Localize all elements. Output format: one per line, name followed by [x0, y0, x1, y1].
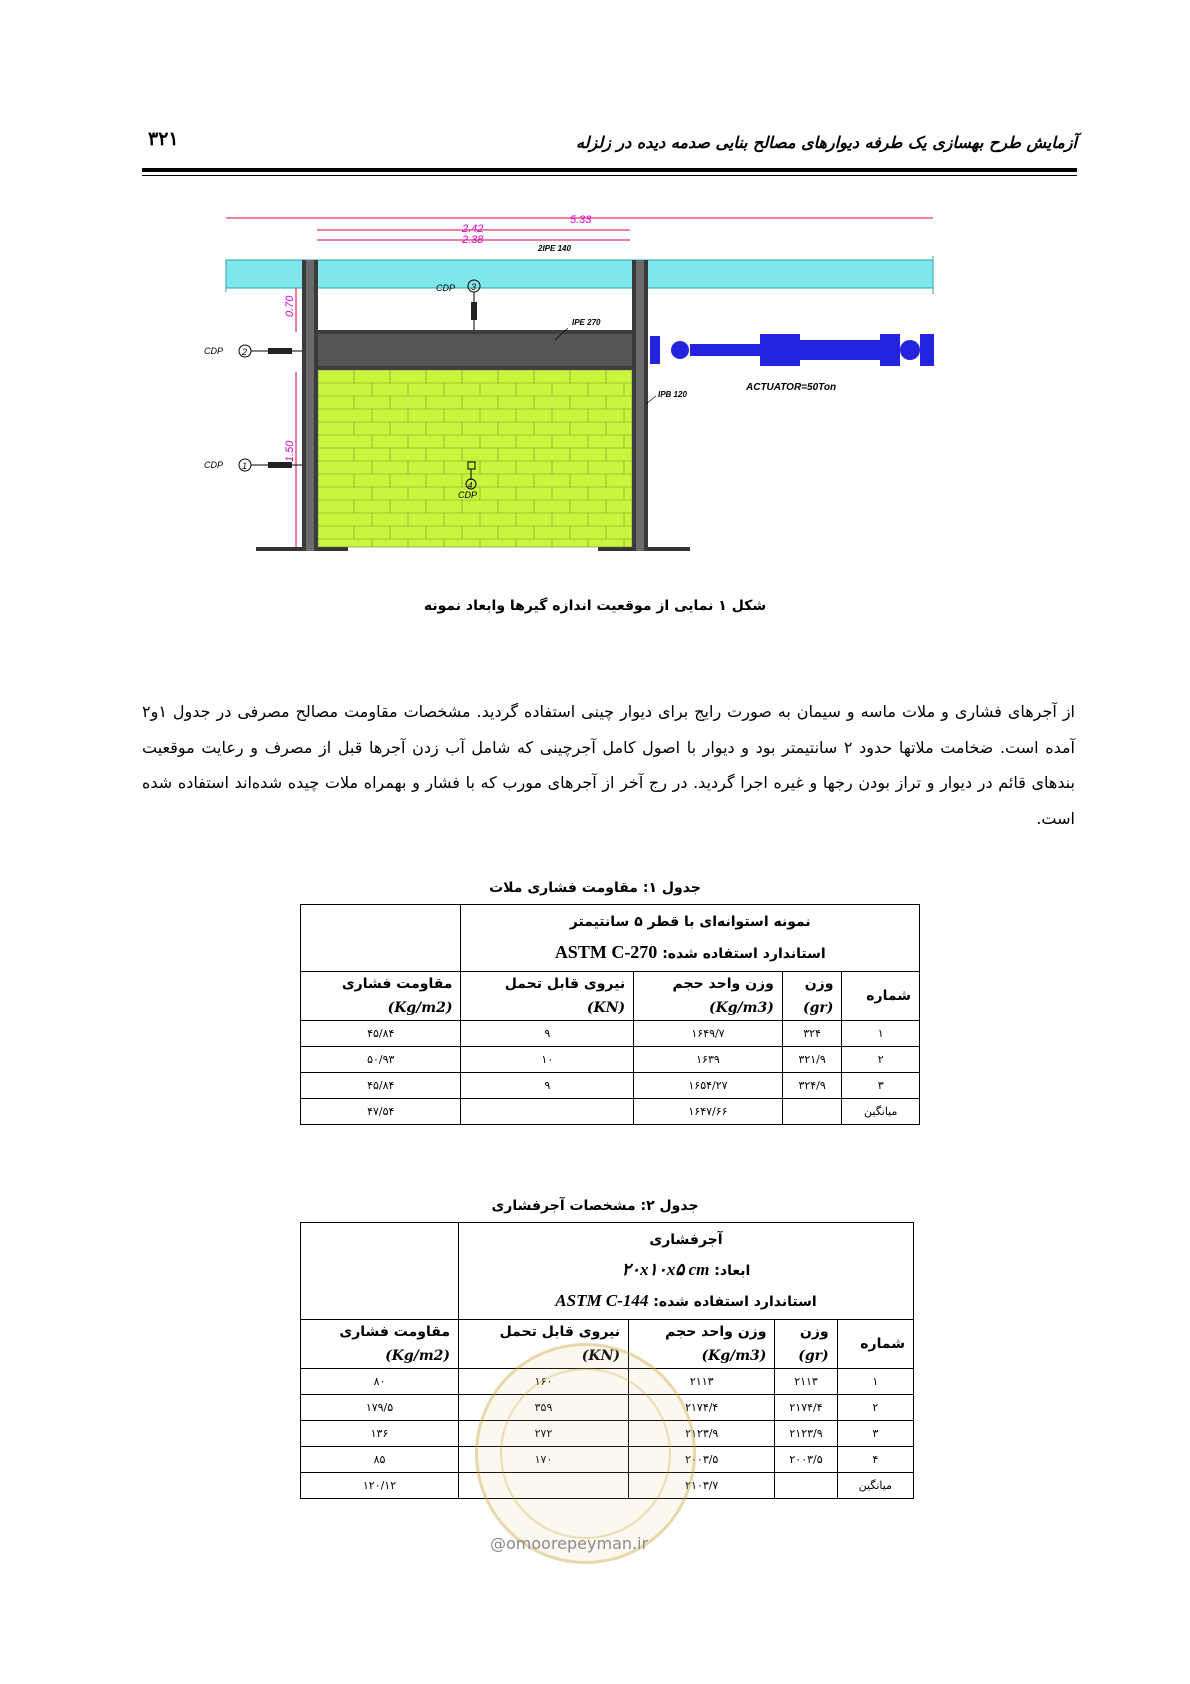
- table2-title-line1: آجرفشاری: [649, 1232, 723, 1248]
- table1-header-unit: (Kg/m2): [387, 1000, 453, 1016]
- table1-empty-cell: [301, 905, 461, 972]
- table2-header-4: [301, 1320, 459, 1369]
- table-cell: ۳۲۴: [782, 1021, 842, 1047]
- table-row: [301, 1369, 914, 1395]
- actuator-label: ACTUATOR=50Ton: [746, 382, 837, 393]
- table-cell: ۳۲۴/۹: [782, 1073, 842, 1099]
- table1-header-4: [301, 972, 461, 1021]
- table-cell: ۲۰۰۳/۵: [629, 1447, 775, 1473]
- gauge-3: [471, 302, 477, 320]
- gauge-2: [268, 348, 292, 354]
- table-cell: ۲۱۰۳/۷: [629, 1473, 775, 1499]
- table2-header-label: مقاومت فشاری: [339, 1324, 450, 1340]
- table-cell: ۳۵۹: [459, 1395, 629, 1421]
- table1-header-unit: (Kg/m3): [708, 1000, 774, 1016]
- page-number: ۳۲۱: [148, 128, 179, 150]
- test-setup-figure: [200, 214, 1020, 592]
- cdp-label-1: CDP: [204, 460, 224, 470]
- table2-header-2: [629, 1320, 775, 1369]
- table2-header-unit: (Kg/m2): [385, 1348, 450, 1364]
- table-cell: ۲۱۷۴/۴: [775, 1395, 837, 1421]
- table2-std: ASTM C-144: [555, 1291, 649, 1310]
- dim-533: 5.33: [570, 214, 592, 226]
- table-cell: ۱۷۰: [459, 1447, 629, 1473]
- table-row: [301, 1473, 914, 1499]
- table-cell: ۲۱۲۳/۹: [775, 1421, 837, 1447]
- table-cell: ۹: [461, 1021, 634, 1047]
- table2-header-0: [837, 1320, 913, 1369]
- table-cell: ۲۱۱۳: [629, 1369, 775, 1395]
- table-row: [301, 1047, 920, 1073]
- top-beam: [226, 260, 933, 288]
- table2-empty-cell: [301, 1223, 459, 1320]
- table1-header-unit: (KN): [586, 1000, 626, 1016]
- table2-header-unit: (gr): [798, 1348, 829, 1364]
- figure-caption: شکل ۱ نمایی از موقعیت اندازه گیرها وابعاد نمونه: [423, 598, 767, 614]
- dim-150: 1.50: [284, 440, 296, 462]
- table-cell: ۱۶۳۹: [634, 1047, 783, 1073]
- table-row: [301, 1395, 914, 1421]
- table1-header-3: [461, 972, 634, 1021]
- gauge-number-1: 1: [242, 461, 248, 471]
- mid-beam-label: IPE 270: [572, 318, 601, 327]
- table1-title-line2: [469, 937, 911, 969]
- table-cell: ۱۶۴۷/۶۶: [634, 1099, 783, 1125]
- table-row: [301, 1447, 914, 1473]
- actuator: [650, 334, 934, 366]
- table1-std-prefix: استاندارد استفاده شده:: [662, 946, 826, 962]
- table1-std: ASTM C-270: [554, 942, 658, 962]
- table-cell: ۱۷۹/۵: [301, 1395, 459, 1421]
- table2-title: [459, 1223, 914, 1320]
- table-cell: ۳: [842, 1073, 920, 1099]
- table1-caption: جدول ۱: مقاومت فشاری ملات: [489, 880, 701, 896]
- dim-238: 2.38: [462, 234, 484, 246]
- table-cell: ۲۰۰۳/۵: [775, 1447, 837, 1473]
- gauge-number-3: 3: [471, 282, 477, 292]
- table-cell: ۲۱۲۳/۹: [629, 1421, 775, 1447]
- table2: [300, 1222, 914, 1499]
- gauge-number-2: 2: [242, 347, 248, 357]
- table-cell: [459, 1473, 629, 1499]
- table-cell: ۲۱۱۳: [775, 1369, 837, 1395]
- table2-std-prefix: استاندارد استفاده شده:: [653, 1294, 817, 1310]
- top-beam-label: 2IPE 140: [538, 244, 571, 253]
- table-cell: ۱۲۰/۱۲: [301, 1473, 459, 1499]
- table-cell: ۴۷/۵۴: [301, 1099, 461, 1125]
- dim-070: 0.70: [284, 295, 296, 317]
- table-cell: ۲۱۷۴/۴: [629, 1395, 775, 1421]
- table-row: [301, 1021, 920, 1047]
- table1: [300, 904, 920, 1125]
- table-row: [301, 1099, 920, 1125]
- table-cell: ۳۲۱/۹: [782, 1047, 842, 1073]
- cdp-label-4: CDP: [458, 490, 478, 500]
- table-cell: ۲۷۲: [459, 1421, 629, 1447]
- table1-header-2: [634, 972, 783, 1021]
- table-cell: [461, 1099, 634, 1125]
- gauge-1: [268, 462, 292, 468]
- table-cell: ۹: [461, 1073, 634, 1099]
- gauge-number-4: 4: [468, 481, 473, 490]
- table-cell: میانگین: [842, 1099, 920, 1125]
- table1-header-label: وزن: [804, 976, 834, 992]
- table-cell: ۱۶۴۹/۷: [634, 1021, 783, 1047]
- running-title: آزمایش طرح بهسازی یک طرفه دیوارهای مصالح بنایی صدمه دیده در زلزله: [576, 133, 1077, 152]
- table-cell: ۲: [842, 1047, 920, 1073]
- table2-dims-prefix: ابعاد:: [714, 1263, 751, 1279]
- table-cell: ۱۳۶: [301, 1421, 459, 1447]
- table-cell: [775, 1473, 837, 1499]
- table-cell: ۱: [837, 1369, 913, 1395]
- table2-caption: جدول ۲: مشخصات آجرفشاری: [491, 1198, 699, 1214]
- table-cell: ۴۵/۸۴: [301, 1021, 461, 1047]
- table1-header-unit: (gr): [802, 1000, 834, 1016]
- table-cell: ۴: [837, 1447, 913, 1473]
- cdp-label-3: CDP: [436, 283, 456, 293]
- table-cell: ۳: [837, 1421, 913, 1447]
- header-rule: [142, 168, 1077, 172]
- column-label: IPB 120: [658, 390, 687, 399]
- table-cell: ۲: [837, 1395, 913, 1421]
- table2-header-label: وزن واحد حجم: [665, 1324, 767, 1340]
- table-cell: ۱۰: [461, 1047, 634, 1073]
- body-paragraph: از آجرهای فشاری و ملات ماسه و سیمان به صورت رایج برای دیوار چینی استفاده گردید. مشخصات مقاومت مصالح مصرفی در جدول ۱و۲ آمده است. ضخامت ملاتها حدود ۲ سانتیمتر بود و دیوار با اصول کامل آجرچینی که شامل آب زدن آجرها قبل از مصرف و رعایت موقعیت بندهای قائم در دیوار و تراز بودن رجها و غیره اجرا گردید. در رج آخر از آجرهای مورب که با فشار و بهمراه ملات چیده شده‌اند استفاده شده است.: [142, 702, 1075, 828]
- table-cell: ۱: [842, 1021, 920, 1047]
- table-cell: ۸۵: [301, 1447, 459, 1473]
- table-cell: میانگین: [837, 1473, 913, 1499]
- table1-title-line1: نمونه استوانه‌ای با قطر ۵ سانتیمتر: [569, 914, 811, 930]
- table1-title: [461, 905, 920, 972]
- table2-header-1: [775, 1320, 837, 1369]
- dim-242: 2.42: [462, 223, 484, 235]
- table1-header-label: نیروی قابل تحمل: [504, 976, 626, 992]
- table-cell: ۸۰: [301, 1369, 459, 1395]
- table1-header-label: مقاومت فشاری: [341, 976, 453, 992]
- table2-header-label: وزن: [799, 1324, 829, 1340]
- table1-header-1: [782, 972, 842, 1021]
- table-row: [301, 1073, 920, 1099]
- table-cell: ۱۶۵۴/۲۷: [634, 1073, 783, 1099]
- table-cell: [782, 1099, 842, 1125]
- table-row: [301, 1421, 914, 1447]
- table1-header-0: [842, 972, 920, 1021]
- table-cell: ۵۰/۹۳: [301, 1047, 461, 1073]
- table-cell: ۱۶۰: [459, 1369, 629, 1395]
- brick-wall: [318, 370, 632, 547]
- table2-header-unit: (Kg/m3): [701, 1348, 767, 1364]
- cdp-label-2: CDP: [204, 346, 224, 356]
- table2-header-label: شماره: [860, 1336, 905, 1352]
- table2-header-label: نیروی قابل تحمل: [499, 1324, 621, 1340]
- watermark-text: @omoorepeyman.ir: [490, 1534, 649, 1553]
- table2-dims: ۲۰x۱۰x۵ cm: [621, 1260, 710, 1279]
- table1-header-label: وزن واحد حجم: [672, 976, 774, 992]
- table2-title-line2: [467, 1255, 905, 1286]
- table2-header-3: [459, 1320, 629, 1369]
- header-rule-thin: [142, 175, 1077, 176]
- table2-title-line3: [467, 1286, 905, 1317]
- table-cell: ۴۵/۸۴: [301, 1073, 461, 1099]
- table2-header-unit: (KN): [581, 1348, 621, 1364]
- table1-header-label: شماره: [866, 988, 911, 1004]
